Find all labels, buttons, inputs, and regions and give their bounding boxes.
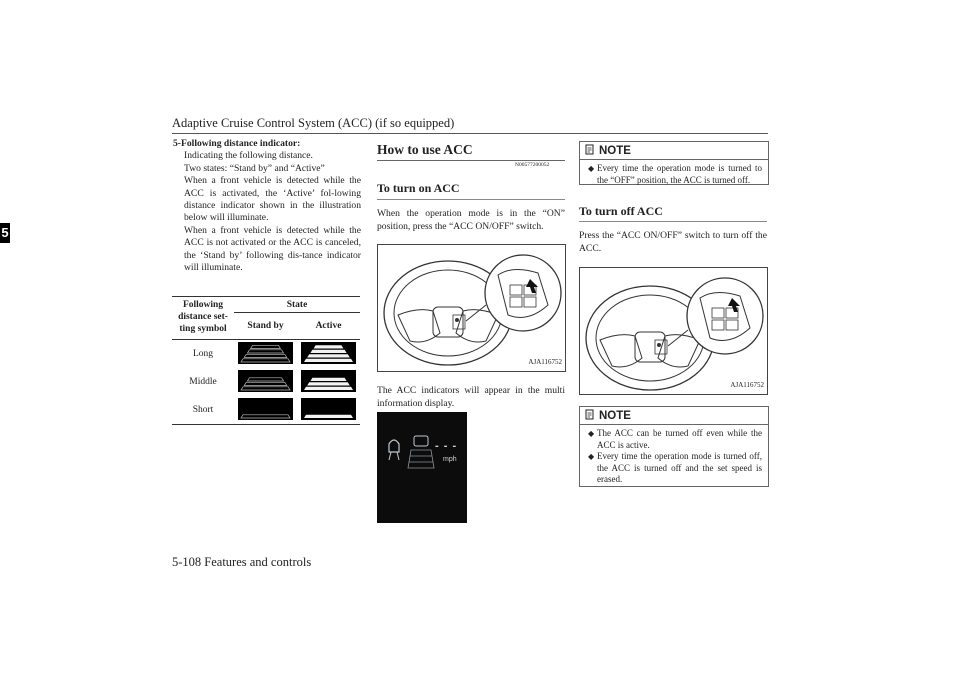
distance-bar	[307, 382, 350, 385]
multi-information-display	[377, 412, 467, 523]
page-footer: 5-108 Features and controls	[172, 555, 312, 569]
following-distance-table	[172, 296, 360, 425]
note-box	[579, 141, 769, 185]
row-label: Long	[192, 349, 214, 359]
table-row	[172, 396, 360, 425]
distance-bar	[304, 414, 353, 417]
page-header-title: Adaptive Cruise Control System (ACC) (if so equipped)	[172, 116, 455, 130]
table-header-state: State	[234, 297, 360, 313]
item-body	[173, 150, 361, 274]
distance-bar	[310, 349, 346, 352]
note-icon	[584, 144, 595, 158]
standby-distance-indicator	[238, 342, 293, 364]
bullet-icon: ◆	[588, 164, 595, 173]
section-title: How to use ACC	[377, 142, 473, 157]
note-icon	[584, 409, 595, 423]
note-label: NOTE	[599, 409, 631, 422]
bullet-icon: ◆	[588, 429, 595, 438]
item-line: When a front vehicle is detected while the ACC is activated, the ‘Active’ fol-lowing distance indicator shown in the illustration below will illuminate.	[184, 175, 361, 224]
reference-code: N00577200052	[515, 162, 550, 168]
speed-unit: mph	[443, 456, 457, 463]
subsection-title: To turn off ACC	[579, 204, 663, 218]
header-rule	[172, 133, 768, 134]
table-header-standby: Stand by	[234, 313, 297, 340]
row-label: Middle	[189, 377, 217, 387]
steering-wheel-illustration	[580, 268, 767, 394]
row-label: Short	[192, 405, 214, 415]
active-distance-indicator	[301, 398, 356, 420]
note-item: ◆ Every time the operation mode is turned off, the ACC is turned off and the set speed is erased.	[588, 451, 762, 484]
steering-wheel-figure	[377, 244, 566, 372]
subsection-title: To turn on ACC	[377, 181, 460, 195]
chapter-tab: 5	[0, 223, 10, 243]
set-speed-dashes: - - -	[435, 440, 458, 452]
note-label: NOTE	[599, 144, 631, 157]
table-header-active: Active	[297, 313, 360, 340]
acc-indicator-graphic	[377, 412, 467, 523]
paragraph: The ACC indicators will appear in the multi information display.	[377, 385, 565, 409]
active-distance-indicator	[301, 342, 356, 364]
item-line: When a front vehicle is detected while the ACC is not activated or the ACC is canceled, the ‘Stand by’ following dis-tance indicator will illuminate.	[184, 224, 361, 274]
subsection-rule	[377, 199, 565, 200]
paragraph: Press the “ACC ON/OFF” switch to turn off the ACC.	[579, 230, 767, 254]
distance-bar	[310, 377, 346, 380]
note-item: ◆ Every time the operation mode is turned to the “OFF” position, the ACC is turned off.	[588, 163, 762, 185]
steering-wheel-illustration	[378, 245, 565, 371]
steering-wheel-figure	[579, 267, 768, 395]
note-item: ◆ The ACC can be turned off even while the ACC is active.	[588, 428, 762, 450]
standby-distance-indicator	[238, 398, 293, 420]
item-line: Two states: “Stand by” and “Active”	[184, 162, 325, 174]
distance-bar	[307, 354, 350, 357]
section-rule	[377, 160, 565, 161]
figure-caption: AJA116752	[528, 358, 562, 366]
distance-bar	[314, 345, 344, 348]
table-row	[172, 340, 360, 369]
column-1	[173, 138, 361, 274]
standby-distance-indicator	[238, 370, 293, 392]
figure-caption: AJA116752	[730, 381, 764, 389]
note-box	[579, 406, 769, 487]
item-heading: 5-Following distance indicator:	[173, 138, 301, 149]
subsection-rule	[579, 221, 767, 222]
active-distance-indicator	[301, 370, 356, 392]
item-line: Indicating the following distance.	[184, 150, 313, 162]
paragraph: When the operation mode is in the “ON” position, press the “ACC ON/OFF” switch.	[377, 208, 565, 232]
distance-bar	[304, 386, 353, 389]
table-header-symbol: Following distance set-ting symbol	[172, 297, 234, 340]
table-row	[172, 368, 360, 396]
bullet-icon: ◆	[588, 452, 595, 461]
distance-bar	[304, 358, 353, 361]
